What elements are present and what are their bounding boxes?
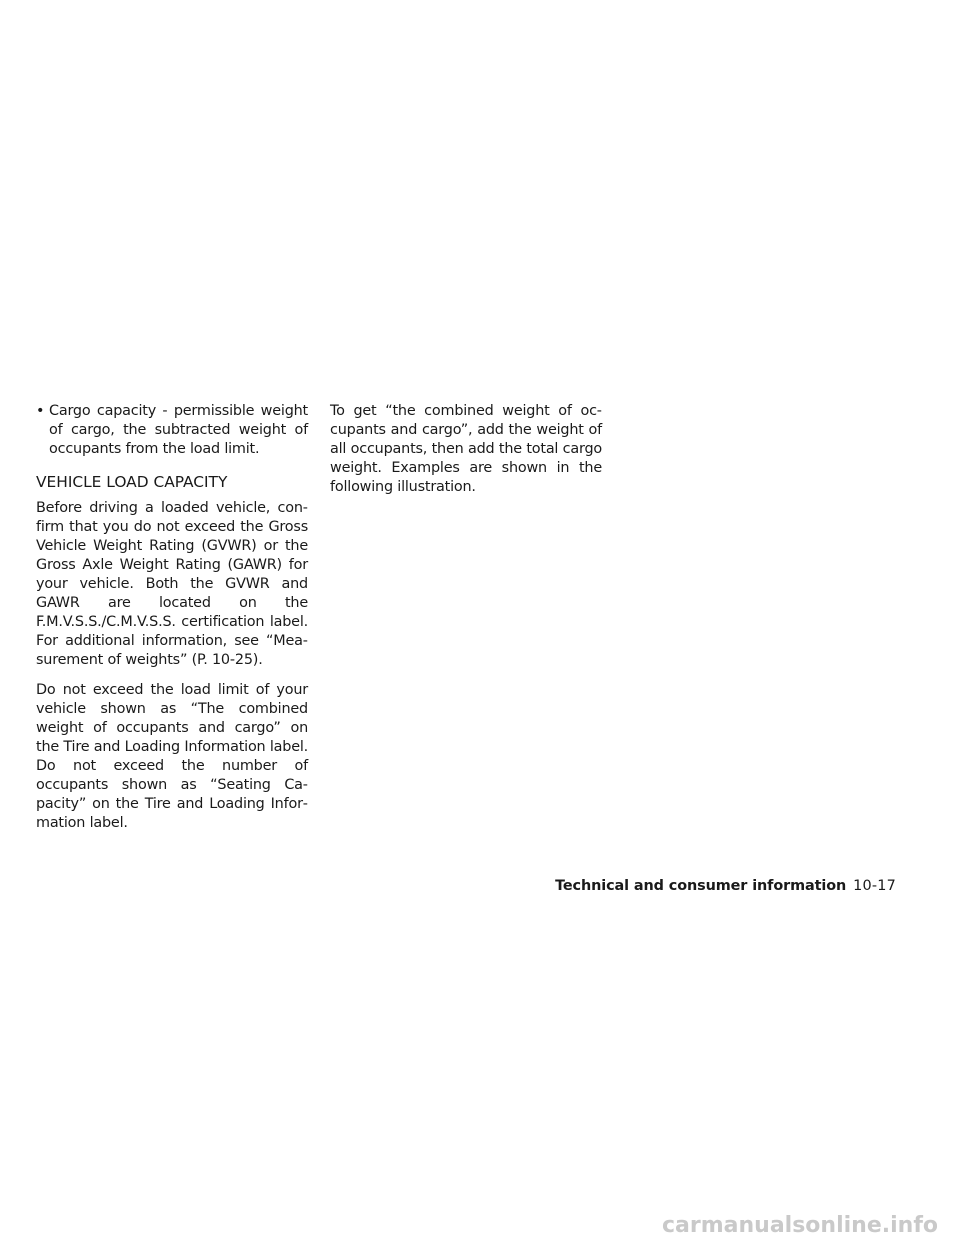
watermark: carmanualsonline.info [662,1213,938,1238]
page-number: 10-17 [853,878,896,894]
right-column [330,402,602,497]
bullet-text: Cargo capacity - permissible weight of cargo, the subtracted weight of occupants from the load limit. [49,403,308,457]
bullet-item-cargo-capacity [36,402,308,459]
page-footer [555,876,896,896]
paragraph-gvwr: Before driving a loaded vehicle, confirm that you do not exceed the Gross Vehicle Weight Rating (GVWR) or the Gross Axle Weight Rating (GAWR) for your vehicle. Both the GVWR and GAWR are located on the F.M.V.S.S./C.M.V.S.S. certification label. For additional information, see “Measurement of weights” (P. 10-25). [36,500,308,668]
paragraph-load-limit: Do not exceed the load limit of your vehicle shown as “The combined weight of occupants and cargo” on the Tire and Loading Information label. Do not exceed the number of occupants shown as “Seating Capacity” on the Tire and Loading Information label. [36,682,309,831]
section-heading: VEHICLE LOAD CAPACITY [36,473,228,491]
paragraph-combined-weight: To get “the combined weight of occupants and cargo”, add the weight of all occupants, then add the total cargo weight. Examples are shown in the following illustration. [330,403,602,495]
left-column [36,402,308,833]
bullet-icon: • [36,403,45,419]
footer-section-title: Technical and consumer information [555,878,847,894]
